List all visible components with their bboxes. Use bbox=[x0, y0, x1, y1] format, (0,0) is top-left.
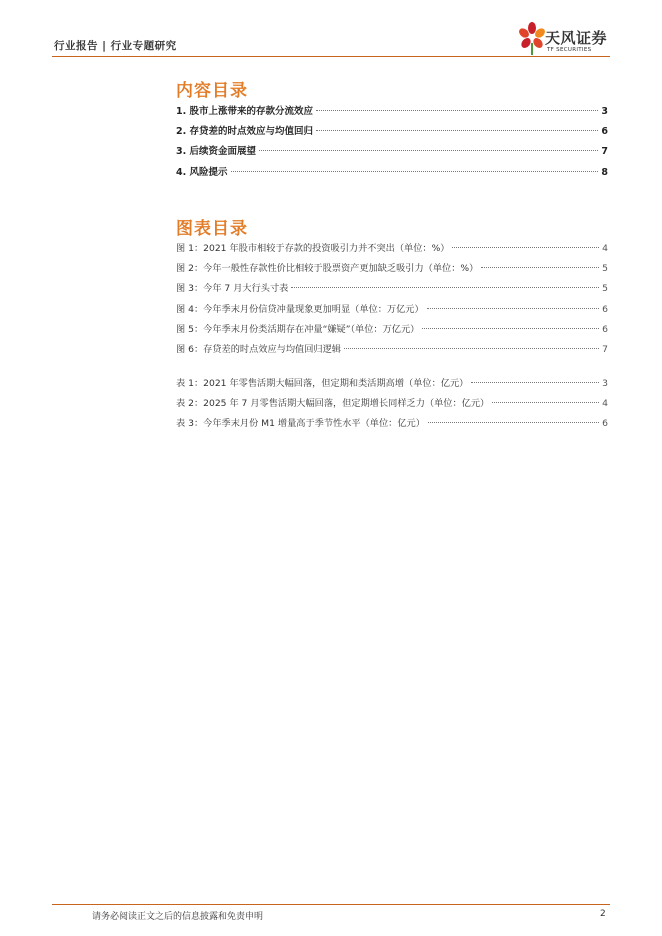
disclaimer-text: 请务必阅读正文之后的信息披露和免责申明 bbox=[92, 912, 264, 922]
header-rule bbox=[52, 56, 610, 57]
toc-entry-page: 8 bbox=[601, 166, 608, 178]
toc-entry[interactable] bbox=[176, 143, 608, 163]
toc-entry-label: 4. 风险提示 bbox=[176, 166, 228, 178]
figure-entry-label: 图 3：今年 7 月大行头寸表 bbox=[176, 283, 289, 295]
toc-entry-page: 3 bbox=[601, 106, 608, 117]
logo-name: 天风证券 bbox=[545, 29, 608, 47]
dot-leader bbox=[427, 308, 600, 309]
table-entry-page: 3 bbox=[602, 378, 608, 389]
footer-rule bbox=[52, 904, 610, 905]
dot-leader bbox=[316, 130, 598, 131]
figure-entry-page: 7 bbox=[602, 343, 608, 355]
toc-entry-label: 1. 股市上涨带来的存款分流效应 bbox=[176, 106, 314, 117]
contents-title: 内容目录 bbox=[176, 81, 248, 101]
table-entry[interactable] bbox=[176, 375, 608, 395]
figure-entry[interactable] bbox=[176, 280, 608, 300]
figure-entry-label: 图 5：今年季末月份类活期存在冲量“嫌疑”（单位：万亿元） bbox=[176, 323, 420, 335]
dot-leader bbox=[492, 402, 599, 403]
table-entry[interactable] bbox=[176, 395, 608, 415]
dot-leader bbox=[291, 287, 599, 288]
table-entry-page: 6 bbox=[602, 418, 608, 430]
figure-entry[interactable] bbox=[176, 321, 608, 341]
figures-title: 图表目录 bbox=[176, 219, 248, 239]
figure-entry-page: 6 bbox=[602, 303, 608, 315]
table-entry-label: 表 1：2021 年零售活期大幅回落，但定期和类活期高增（单位：亿元） bbox=[176, 378, 469, 389]
figure-entry[interactable] bbox=[176, 301, 608, 321]
tf-securities-logo bbox=[518, 21, 618, 57]
dot-leader bbox=[428, 422, 599, 423]
figure-entry-page: 6 bbox=[602, 323, 608, 335]
figure-entry[interactable] bbox=[176, 240, 608, 260]
toc-entry-page: 6 bbox=[601, 126, 608, 138]
tables-list bbox=[176, 375, 608, 436]
figure-entry-label: 图 6：存贷差的时点效应与均值回归逻辑 bbox=[176, 343, 341, 355]
table-entry-label: 表 3：今年季末月份 M1 增量高于季节性水平（单位：亿元） bbox=[176, 418, 425, 430]
dot-leader bbox=[231, 171, 599, 172]
figure-entry-label: 图 1：2021 年股市相较于存款的投资吸引力并不突出（单位：%） bbox=[176, 243, 450, 254]
contents-list bbox=[176, 103, 608, 184]
dot-leader bbox=[452, 247, 599, 248]
dot-leader bbox=[481, 267, 599, 268]
toc-entry-label: 3. 后续资金面展望 bbox=[176, 146, 257, 158]
toc-entry-page: 7 bbox=[601, 146, 608, 158]
dot-leader bbox=[422, 328, 599, 329]
toc-entry[interactable] bbox=[176, 164, 608, 184]
table-entry[interactable] bbox=[176, 415, 608, 435]
toc-entry[interactable] bbox=[176, 123, 608, 143]
dot-leader bbox=[471, 382, 599, 383]
table-entry-label: 表 2：2025 年 7 月零售活期大幅回落，但定期增长同样乏力（单位：亿元） bbox=[176, 398, 490, 410]
figure-entry-page: 4 bbox=[602, 243, 608, 254]
flower-logo-icon bbox=[518, 21, 546, 55]
figure-entry-page: 5 bbox=[602, 283, 608, 295]
dot-leader bbox=[344, 348, 599, 349]
toc-entry[interactable] bbox=[176, 103, 608, 123]
figure-entry-page: 5 bbox=[602, 263, 608, 275]
dot-leader bbox=[316, 110, 598, 111]
toc-entry-label: 2. 存贷差的时点效应与均值回归 bbox=[176, 126, 314, 138]
logo-english-name: TF SECURITIES bbox=[547, 47, 592, 53]
table-entry-page: 4 bbox=[602, 398, 608, 410]
figure-entry[interactable] bbox=[176, 341, 608, 361]
report-type-label: 行业报告 | 行业专题研究 bbox=[54, 40, 177, 52]
figure-entry[interactable] bbox=[176, 260, 608, 280]
dot-leader bbox=[259, 150, 598, 151]
figures-list bbox=[176, 240, 608, 361]
page-number: 2 bbox=[600, 909, 606, 919]
figure-entry-label: 图 2：今年一般性存款性价比相较于股票资产更加缺乏吸引力（单位：%） bbox=[176, 263, 479, 275]
figure-entry-label: 图 4：今年季末月份信贷冲量现象更加明显（单位：万亿元） bbox=[176, 303, 424, 315]
